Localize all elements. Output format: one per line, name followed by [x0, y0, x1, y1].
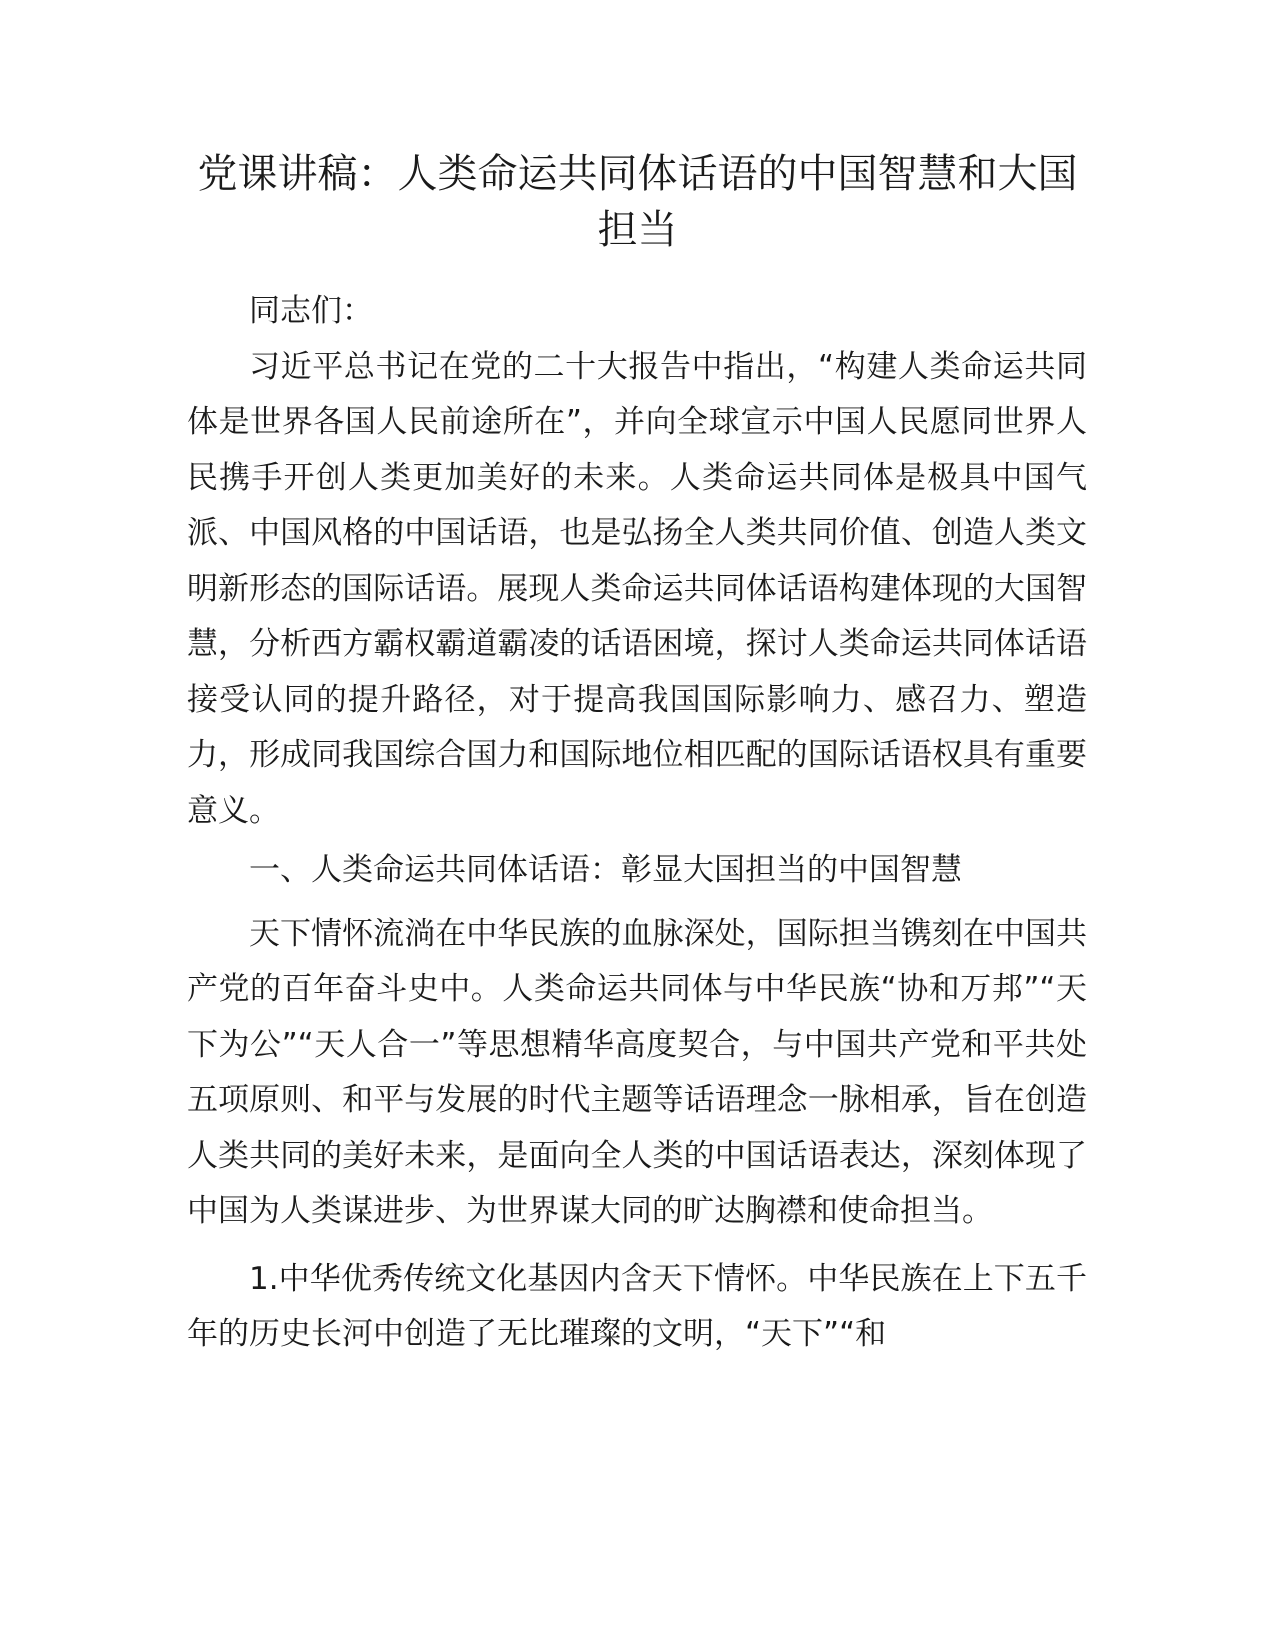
document-title: 党课讲稿：人类命运共同体话语的中国智慧和大国担当 [197, 151, 1078, 253]
section-heading: 一、人类命运共同体话语：彰显大国担当的中国智慧 [249, 852, 962, 888]
document-body [187, 284, 1087, 1363]
salutation: 同志们： [249, 293, 373, 329]
intro-paragraph: 习近平总书记在党的二十大报告中指出，“构建人类命运共同体是世界各国人民前途所在”，并向全球宣示中国人民愿同世界人民携手开创人类更加美好的未来。人类命运共同体是极具中国气派、中国风格的中国话语，也是弘扬全人类共同价值、创造人类文明新形态的国际话语。展现人类命运共同体话语构建体现的大国智慧，分析西方霸权霸道霸凌的话语困境，探讨人类命运共同体话语接受认同的提升路径，对于提高我国国际影响力、感召力、塑造力，形成同我国综合国力和国际地位相匹配的国际话语权具有重要意义。 [187, 348, 1087, 829]
item-paragraph: 1.中华优秀传统文化基因内含天下情怀。中华民族在上下五千年的历史长河中创造了无比璀璨的文明，“天下”“和 [187, 1260, 1087, 1352]
section-paragraph: 天下情怀流淌在中华民族的血脉深处，国际担当镌刻在中国共产党的百年奋斗史中。人类命运共同体与中华民族“协和万邦”“天下为公”“天人合一”等思想精华高度契合，与中国共产党和平共处五项原则、和平与发展的时代主题等话语理念一脉相承，旨在创造人类共同的美好未来，是面向全人类的中国话语表达，深刻体现了中国为人类谋进步、为世界谋大同的旷达胸襟和使命担当。 [187, 915, 1087, 1229]
